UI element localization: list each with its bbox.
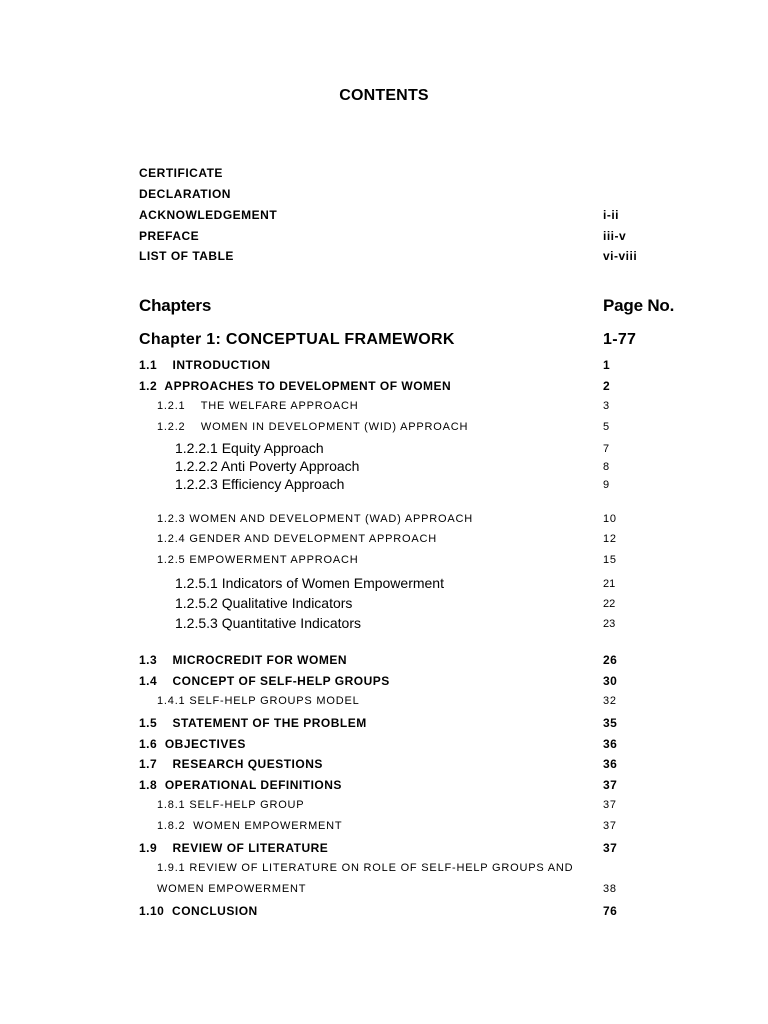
toc-section xyxy=(0,841,768,861)
toc-entry-label: PREFACE xyxy=(139,229,200,243)
toc-entry-page: 37 xyxy=(603,841,618,855)
chapter-page-range: 1-77 xyxy=(603,331,637,348)
toc-entry-label: WOMEN EMPOWERMENT xyxy=(157,883,307,895)
toc-entry-page: 9 xyxy=(603,479,610,491)
toc-entry-label: 1.4 CONCEPT OF SELF-HELP GROUPS xyxy=(139,674,390,688)
toc-entry-page: 30 xyxy=(603,674,618,688)
toc-entry-page: 2 xyxy=(603,379,611,393)
toc-subsubsection xyxy=(0,458,768,478)
toc-entry-page: 1 xyxy=(603,358,611,372)
toc-entry-label: 1.2.5 EMPOWERMENT APPROACH xyxy=(157,554,359,566)
toc-subsubsection xyxy=(0,595,768,615)
toc-entry-page: 7 xyxy=(603,443,610,455)
toc-entry-page: 15 xyxy=(603,554,617,566)
toc-section xyxy=(0,757,768,777)
toc-entry-label: 1.2.5.1 Indicators of Women Empowerment xyxy=(175,575,444,591)
toc-section xyxy=(0,904,768,924)
toc-section xyxy=(0,778,768,798)
toc-entry-acknowledgement xyxy=(0,208,768,228)
toc-section xyxy=(0,716,768,736)
toc-entry-label: 1.8.1 SELF-HELP GROUP xyxy=(157,799,305,811)
toc-entry-page: 5 xyxy=(603,421,610,433)
toc-entry-page: 8 xyxy=(603,461,610,473)
toc-entry-label: 1.2.3 WOMEN AND DEVELOPMENT (WAD) APPROACH xyxy=(157,513,473,525)
toc-entry-label: 1.1 INTRODUCTION xyxy=(139,358,271,372)
toc-entry-label: 1.5 STATEMENT OF THE PROBLEM xyxy=(139,716,367,730)
toc-entry-page: 23 xyxy=(603,618,616,630)
toc-entry-label: CERTIFICATE xyxy=(139,166,223,180)
toc-entry-page: 36 xyxy=(603,757,618,771)
toc-entry-declaration xyxy=(0,187,768,207)
chapter-title: Chapter 1: CONCEPTUAL FRAMEWORK xyxy=(139,331,455,348)
toc-entry-label: 1.2.2.3 Efficiency Approach xyxy=(175,476,345,492)
toc-entry-label: 1.10 CONCLUSION xyxy=(139,904,258,918)
toc-column-headings xyxy=(0,296,768,316)
toc-entry-label: 1.6 OBJECTIVES xyxy=(139,737,246,751)
toc-entry-page: 12 xyxy=(603,533,617,545)
toc-entry-page: iii-v xyxy=(603,229,627,243)
toc-subsection xyxy=(0,533,768,553)
toc-subsubsection xyxy=(0,440,768,460)
toc-subsection xyxy=(0,513,768,533)
toc-entry-label: 1.2.5.3 Quantitative Indicators xyxy=(175,615,361,631)
toc-section xyxy=(0,358,768,378)
toc-subsection xyxy=(0,820,768,840)
toc-subsection xyxy=(0,554,768,574)
toc-entry-list-of-table xyxy=(0,249,768,269)
toc-section xyxy=(0,379,768,399)
toc-entry-page: 36 xyxy=(603,737,618,751)
toc-entry-page: vi-viii xyxy=(603,249,638,263)
toc-entry-label: 1.2.2.1 Equity Approach xyxy=(175,440,324,456)
toc-entry-label: 1.7 RESEARCH QUESTIONS xyxy=(139,757,323,771)
page-title: CONTENTS xyxy=(339,87,429,104)
toc-entry-label: ACKNOWLEDGEMENT xyxy=(139,208,278,222)
toc-subsection xyxy=(0,695,768,715)
toc-section xyxy=(0,737,768,757)
toc-entry-label: 1.2.2.2 Anti Poverty Approach xyxy=(175,458,360,474)
toc-subsection xyxy=(0,421,768,441)
chapters-heading: Chapters xyxy=(139,296,212,315)
toc-entry-label: 1.8.2 WOMEN EMPOWERMENT xyxy=(157,820,343,832)
toc-entry-page: i-ii xyxy=(603,208,619,222)
toc-entry-page: 38 xyxy=(603,883,617,895)
toc-entry-page: 21 xyxy=(603,578,616,590)
toc-entry-page: 35 xyxy=(603,716,618,730)
toc-entry-label: 1.2.2 WOMEN IN DEVELOPMENT (WID) APPROACH xyxy=(157,421,469,433)
toc-entry-label: 1.9 REVIEW OF LITERATURE xyxy=(139,841,329,855)
toc-entry-label: 1.2 APPROACHES TO DEVELOPMENT OF WOMEN xyxy=(139,379,452,393)
toc-entry-page: 10 xyxy=(603,513,617,525)
toc-entry-preface xyxy=(0,229,768,249)
toc-entry-page: 26 xyxy=(603,653,618,667)
toc-subsection xyxy=(0,883,768,903)
toc-entry-label: 1.9.1 REVIEW OF LITERATURE ON ROLE OF SELF-HELP GROUPS AND xyxy=(157,862,574,874)
toc-entry-page: 22 xyxy=(603,598,616,610)
toc-subsubsection xyxy=(0,476,768,496)
toc-entry-label: 1.4.1 SELF-HELP GROUPS MODEL xyxy=(157,695,360,707)
toc-entry-label: 1.2.5.2 Qualitative Indicators xyxy=(175,595,353,611)
toc-section xyxy=(0,674,768,694)
page-no-heading: Page No. xyxy=(603,296,675,315)
toc-section xyxy=(0,653,768,673)
toc-entry-page: 37 xyxy=(603,799,617,811)
toc-entry-label: 1.8 OPERATIONAL DEFINITIONS xyxy=(139,778,342,792)
toc-subsection xyxy=(0,400,768,420)
toc-subsubsection xyxy=(0,575,768,595)
toc-entry-certificate xyxy=(0,166,768,186)
toc-entry-page: 37 xyxy=(603,820,617,832)
toc-subsection xyxy=(0,862,768,882)
toc-entry-page: 37 xyxy=(603,778,618,792)
toc-entry-page: 32 xyxy=(603,695,617,707)
toc-entry-page: 76 xyxy=(603,904,618,918)
toc-chapter xyxy=(0,331,768,351)
toc-entry-label: LIST OF TABLE xyxy=(139,249,234,263)
toc-subsection xyxy=(0,799,768,819)
toc-entry-page: 3 xyxy=(603,400,610,412)
toc-entry-label: DECLARATION xyxy=(139,187,231,201)
toc-entry-label: 1.3 MICROCREDIT FOR WOMEN xyxy=(139,653,348,667)
toc-subsubsection xyxy=(0,615,768,635)
toc-entry-label: 1.2.1 THE WELFARE APPROACH xyxy=(157,400,359,412)
toc-entry-label: 1.2.4 GENDER AND DEVELOPMENT APPROACH xyxy=(157,533,438,545)
